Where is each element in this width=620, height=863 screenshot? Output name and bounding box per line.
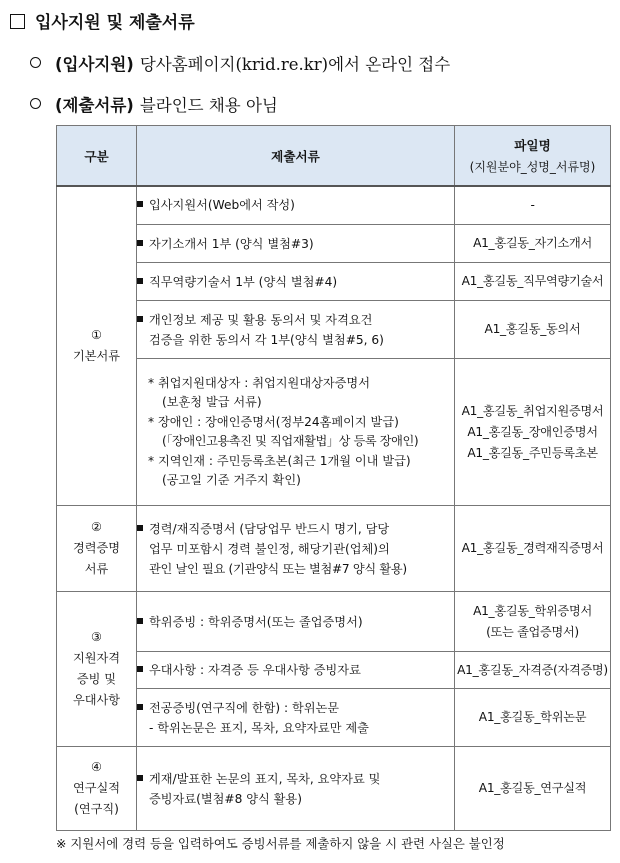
section-heading: 입사지원 및 제출서류: [10, 8, 195, 33]
file-cell: A1_홍길동_경력재직증명서: [455, 506, 611, 592]
doc-cell: 우대사항 : 자격증 등 우대사항 증빙자료: [137, 652, 455, 689]
table-header-row: [57, 126, 611, 186]
table-row: [57, 506, 611, 592]
file-cell: A1_홍길동_직무역량기술서: [455, 263, 611, 301]
square-bullet-icon: [137, 201, 143, 207]
doc-cell: 개인정보 제공 및 활용 동의서 및 자격요건 검증을 위한 동의서 각 1부(양식 별첨#5, 6): [137, 301, 455, 359]
header-category: 구분: [57, 126, 137, 186]
doc-cell: 전공증빙(연구직에 한함) : 학위논문 - 학위논문은 표지, 목차, 요약자료만 제출: [137, 689, 455, 747]
square-bullet-icon: [137, 278, 143, 284]
table-row: [57, 592, 611, 652]
file-cell: A1_홍길동_연구실적: [455, 747, 611, 831]
documents-table: [56, 125, 611, 831]
bullet-documents: (제출서류) 블라인드 채용 아님: [30, 92, 278, 116]
table-row: [57, 301, 611, 359]
circle-bullet-icon: [30, 57, 41, 68]
file-cell: A1_홍길동_학위증명서 (또는 졸업증명서): [455, 592, 611, 652]
header-documents: 제출서류: [137, 126, 455, 186]
doc-cell: 입사지원서(Web에서 작성): [137, 186, 455, 225]
category-research: ④ 연구실적 (연구직): [57, 747, 137, 831]
file-cell: -: [455, 186, 611, 225]
doc-cell: 게재/발표한 논문의 표지, 목차, 요약자료 및 증빙자료(별첨#8 양식 활용): [137, 747, 455, 831]
square-bullet-icon: [137, 666, 143, 672]
file-cell: A1_홍길동_동의서: [455, 301, 611, 359]
square-bullet-icon: [137, 775, 143, 781]
circle-bullet-icon: [30, 98, 41, 109]
doc-cell: 경력/재직증명서 (담당업무 반드시 명기, 담당 업무 미포함시 경력 불인정, 해당기관(업체)의 관인 날인 필요 (기관양식 또는 별첨#7 양식 활용): [137, 506, 455, 592]
square-bullet-icon: [137, 704, 143, 710]
file-cell: A1_홍길동_자기소개서: [455, 225, 611, 263]
square-bullet-icon: [137, 240, 143, 246]
bullet-apply: (입사지원) 당사홈페이지(krid.re.kr)에서 온라인 접수: [30, 51, 450, 75]
category-career: ② 경력증명 서류: [57, 506, 137, 592]
category-qualification: ③ 지원자격 증빙 및 우대사항: [57, 592, 137, 747]
doc-cell: 자기소개서 1부 (양식 별첨#3): [137, 225, 455, 263]
category-basic: ① 기본서류: [57, 186, 137, 506]
table-row: [57, 186, 611, 225]
table-row: [57, 652, 611, 689]
square-bullet-icon: [137, 316, 143, 322]
file-cell: A1_홍길동_학위논문: [455, 689, 611, 747]
file-cell: A1_홍길동_자격증(자격증명): [455, 652, 611, 689]
table-row: [57, 263, 611, 301]
doc-cell: 직무역량기술서 1부 (양식 별첨#4): [137, 263, 455, 301]
checkbox-square-icon: [10, 14, 25, 29]
file-cell: A1_홍길동_취업지원증명서 A1_홍길동_장애인증명서 A1_홍길동_주민등록초본: [455, 359, 611, 506]
footnote: ※ 지원서에 경력 등을 입력하여도 증빙서류를 제출하지 않을 시 관련 사실은 불인정: [56, 836, 505, 851]
doc-cell: * 취업지원대상자 : 취업지원대상자증명서 (보훈청 발급 서류) * 장애인 : 장애인증명서(정부24홈페이지 발급) (「장애인고용촉진 및 직업재활법」상 등록 장애인) * 지역인재 : 주민등록초본(최근 1개월 이내 발급) (공고일 기준 거주지 확인): [137, 359, 455, 506]
table-row: [57, 225, 611, 263]
header-filename: 파일명 (지원분야_성명_서류명): [455, 126, 611, 186]
table-row: [57, 359, 611, 506]
table-row: [57, 747, 611, 831]
doc-cell: 학위증빙 : 학위증명서(또는 졸업증명서): [137, 592, 455, 652]
square-bullet-icon: [137, 618, 143, 624]
table-row: [57, 689, 611, 747]
square-bullet-icon: [137, 525, 143, 531]
